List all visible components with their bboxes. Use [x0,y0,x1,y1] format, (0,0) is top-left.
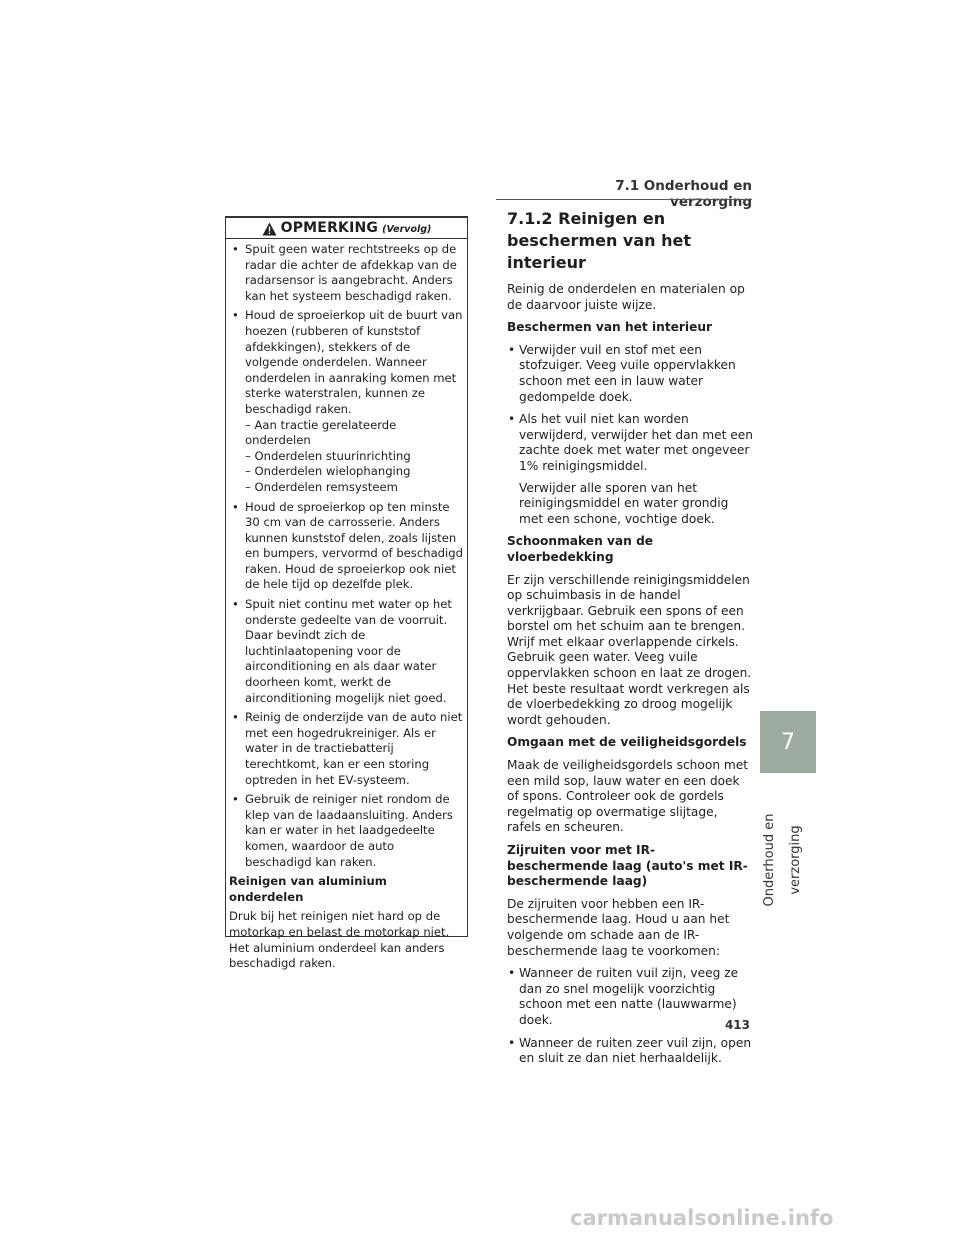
intro-paragraph: Reinig de onderdelen en materialen op de daarvoor juiste wijze. [507,282,745,312]
list-item: • Spuit niet continu met water op het onderste gedeelte van de voorruit. Daar bevindt zich de luchtinlaatopening voor de airconditioning en als daar water doorheen komt, werkt de airconditioning mogelijk niet goed. [232,597,452,705]
list-item: • Houd de sproeierkop uit de buurt van hoezen (rubberen of kunststof afdekkingen), stekkers of de volgende onderdelen. Wanneer onderdelen in aanraking komen met sterke waterstralen, kunnen ze beschadigd raken. – Aan tractie gerelateerde onderdelen – Onderdelen stuurinrichting – Onderdelen wielophanging – Onderdelen remsysteem [232,308,463,494]
note-continued: (Vervolg) [382,224,432,235]
floor-paragraph: Er zijn verschillende reinigingsmiddelen op schuimbasis in de handel verkrijgbaar. Gebruik een spons of een borstel om het schuim aan te brengen. Wrijf met elkaar overlappende cirkels. Gebruik geen water. Veeg vuile oppervlakken schoon en laat ze drogen. Het beste resultaat wordt verkregen als de vloerbedekking zo droog mogelijk wordt gehouden. [507,572,752,727]
main-column [507,208,753,1074]
chapter-number: 7 [781,729,795,755]
windows-paragraph: De zijruiten voor hebben een IR-beschermende laag. Houd u aan het volgende om schade aan de IR-beschermende laag te voorkomen: [507,896,730,958]
chapter-label: Onderhoud en verzorging [762,813,803,907]
note-subheading: Reinigen van aluminium onderdelen [229,874,387,904]
note-header [226,218,467,239]
protect-list [507,343,753,528]
list-item: • Spuit geen water rechtstreeks op de radar die achter de afdekkap van de radarsensor is aangebracht. Anders kan het systeem beschadigd raken. [232,242,457,303]
warning-icon [262,221,277,235]
header-title: 7.1 Onderhoud en verzorging [615,178,752,210]
subheading-windows: Zijruiten voor met IR-beschermende laag (auto's met IR-beschermende laag) [507,843,748,889]
page-number: 413 [724,1018,750,1032]
subheading-belts: Omgaan met de veiligheidsgordels [507,735,747,750]
watermark: carmanualsonline.info [570,1206,834,1230]
note-paragraph: Druk bij het reinigen niet hard op de motorkap en belast de motorkap niet. Het aluminium onderdeel kan anders beschadigd raken. [229,909,450,971]
list-item: • Wanneer de ruiten vuil zijn, veeg ze dan zo snel mogelijk voorzichtig schoon met een natte (lauwwarme) doek. [508,966,739,1027]
sub-item: – Onderdelen remsysteem [245,479,398,494]
chapter-tab [760,711,816,773]
note-bullet-list [229,242,464,870]
header-rule [496,199,752,200]
list-item: • Reinig de onderzijde van de auto niet met een hogedrukreiniger. Als er water in de tractiebatterij terechtkomt, kan er een storing optreden in het EV-systeem. [232,710,463,787]
subheading-protect: Beschermen van het interieur [507,320,713,335]
list-item: • Verwijder vuil en stof met een stofzuiger. Veeg vuile oppervlakken schoon met een in lauw water gedompelde doek. [508,342,736,404]
sub-item: – Onderdelen wielophanging [245,464,411,479]
subheading-floor: Schoonmaken van de vloerbedekking [507,534,654,564]
chapter-side-label [757,780,803,940]
sub-item: – Aan tractie gerelateerde onderdelen [245,417,397,448]
list-item: • Wanneer de ruiten zeer vuil zijn, open en sluit ze dan niet herhaaldelijk. [508,1035,752,1066]
windows-list [507,966,753,1067]
note-title: OPMERKING [280,220,379,236]
belts-paragraph: Maak de veiligheidsgordels schoon met een mild sop, lauw water en een doek of spons. Controleer ook de gordels regelmatig op overmatige slijtage, rafels en scheuren. [507,758,749,835]
note-box [225,216,468,971]
note-body [226,239,467,972]
list-item: • Als het vuil niet kan worden verwijderd, verwijder het dan met een zachte doek met water met ongeveer 1% reinigingsmiddel. Verwijder alle sporen van het reinigingsmiddel en water grondig met een schone, vochtige doek. [508,412,753,526]
section-title: 7.1.2 Reinigen en beschermen van het interieur [507,209,692,272]
sub-item: – Onderdelen stuurinrichting [245,448,411,463]
list-sub-paragraph: Verwijder alle sporen van het reinigingsmiddel en water grondig met een schone, vochtige doek. [519,480,729,526]
list-item: • Gebruik de reiniger niet rondom de klep van de laadaansluiting. Anders kan er water in het laadgedeelte komen, waardoor de auto beschadigd kan raken. [232,792,453,869]
list-item: • Houd de sproeierkop op ten minste 30 cm van de carrosserie. Anders kunnen kunststof delen, zoals lijsten en bumpers, vervormd of beschadigd raken. Houd de sproeierkop ook niet de hele tijd op dezelfde plek. [232,499,463,592]
